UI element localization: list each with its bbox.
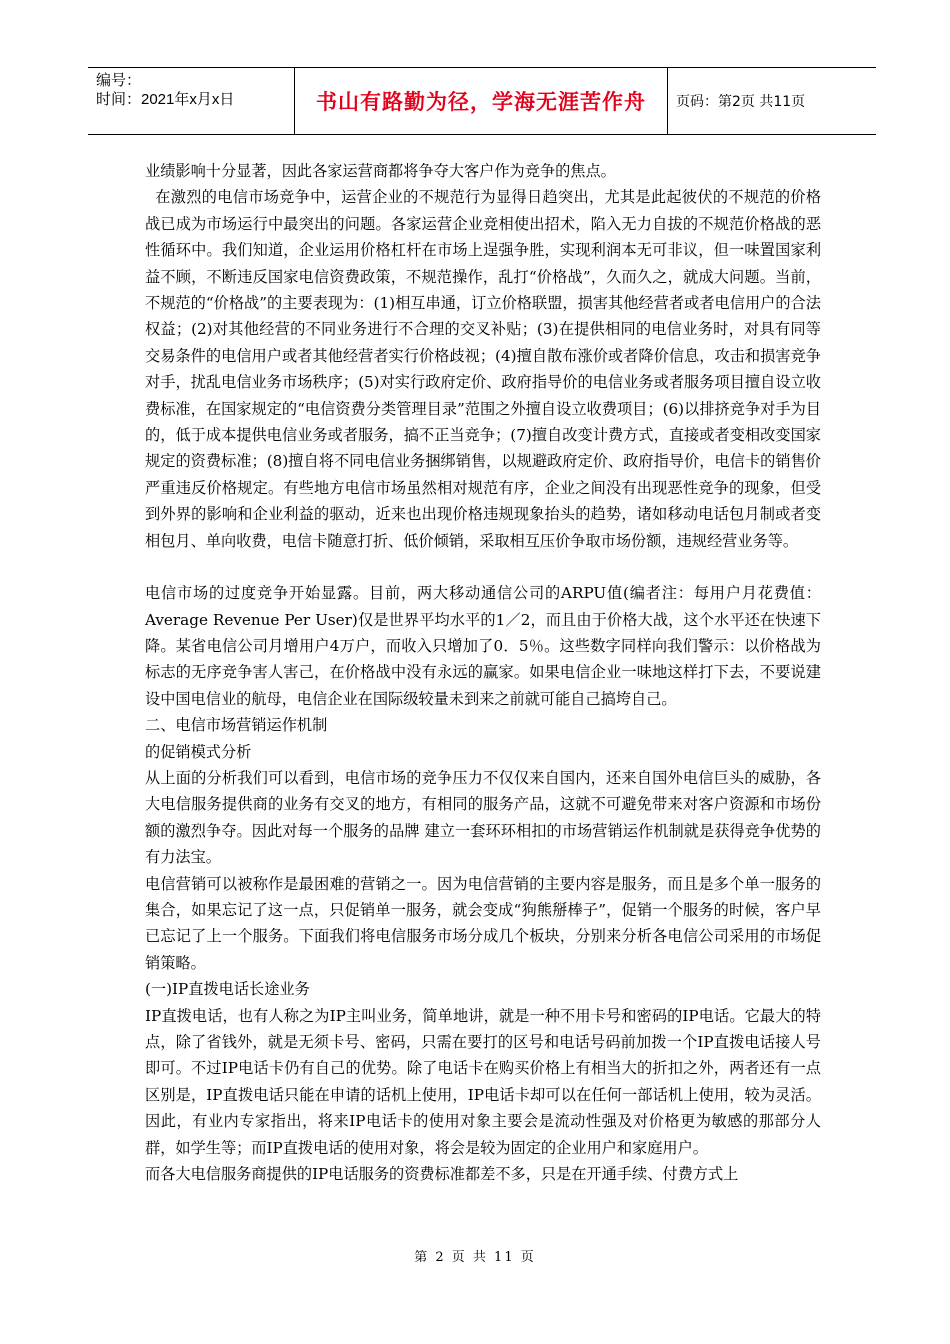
document-date-label: 时间：2021年x月x日 (96, 91, 235, 108)
subsection-heading: 的促销模式分析 (145, 742, 252, 761)
header-motto: 书山有路勤为径，学海无涯苦作舟 (316, 90, 646, 114)
paragraph: 电信营销可以被称作是最困难的营销之一。因为电信营销的主要内容是服务，而且是多个单一服务的集合，如果忘记了这一点，只促销单一服务，就会变成“狗熊掰棒子”，促销一个服务的时候，客户早已忘记了上一个服务。下面我们将电信服务市场分成几个板块，分别来分析各电信公司采用的市场促销策略。 (145, 874, 821, 972)
subsection-heading: (一)IP直拨电话长途业务 (145, 980, 310, 999)
header-meta (88, 68, 295, 135)
paragraph: 在激烈的电信市场竞争中，运营企业的不规范行为显得日趋突出，尤其是此起彼伏的不规范的价格战已成为市场运行中最突出的问题。各家运营企业竞相使出招术，陷入无力自拔的不规范价格战的恶性循环中。我们知道，企业运用价格杠杆在市场上逞强争胜，实现利润本无可非议，但一味置国家利益不顾，不断违反国家电信资费政策，不规范操作，乱打“价格战”，久而久之，就成大问题。当前，不规范的“价格战”的主要表现为：(1)相互串通，订立价格联盟，损害其他经营者或者电信用户的合法权益；(2)对其他经营的不同业务进行不合理的交叉补贴；(3)在提供相同的电信业务时，对具有同等交易条件的电信用户或者其他经营者实行价格歧视；(4)擅自散布涨价或者降价信息，攻击和损害竞争对手，扰乱电信业务市场秩序；(5)对实行政府定价、政府指导价的电信业务或者服务项目擅自设立收费标准，在国家规定的“电信资费分类管理目录”范围之外擅自设立收费项目；(6)以排挤竞争对手为目的，低于成本提供电信业务或者服务，搞不正当竞争；(7)擅自改变计费方式，直接或者变相改变国家规定的资费标准；(8)擅自将不同电信业务捆绑销售，以规避政府定价、政府指导价，电信卡的销售价严重违反价格规定。有些地方电信市场虽然相对规范有序，企业之间没有出现恶性竞争的现象，但受到外界的影响和企业利益的驱动，近来也出现价格违规现象抬头的趋势，诸如移动电话包月制或者变相包月、单向收费，电信卡随意打折、低价倾销，采取相互压价争取市场份额，违规经营业务等。 (145, 188, 822, 550)
page-header (88, 67, 876, 135)
paragraph: 而各大电信服务商提供的IP电话服务的资费标准都差不多，只是在开通手续、付费方式上 (145, 1165, 739, 1184)
paragraph: 从上面的分析我们可以看到，电信市场的竞争压力不仅仅来自国内，还来自国外电信巨头的威胁，各大电信服务提供商的业务有交叉的地方，有相同的服务产品，这就不可避免带来对客户资源和市场份额的激烈争夺。因此对每一个服务的品牌 建立一套环环相扣的市场营销运作机制就是获得竞争优势的有力法宝。 (145, 768, 821, 867)
header-page-number: 页码：第2页 共11页 (668, 68, 877, 135)
paragraph: IP直拨电话，也有人称之为IP主叫业务，简单地讲，就是一种不用卡号和密码的IP电话。它最大的特点，除了省钱外，就是无须卡号、密码，只需在要打的区号和电话号码前加拨一个IP直拨电话接人号即可。不过IP电话卡仍有自己的优势。除了电话卡在购买价格上有相当大的折扣之外，两者还有一点区别是，IP直拨电话只能在申请的话机上使用，IP电话卡却可以在任何一部话机上使用，较为灵活。因此，有业内专家指出，将来IP电话卡的使用对象主要会是流动性强及对价格更为敏感的那部分人群，如学生等；而IP直拨电话的使用对象，将会是较为固定的企业用户和家庭用户。 (145, 1006, 821, 1157)
document-body (145, 158, 821, 1187)
paragraph: 电信市场的过度竞争开始显露。目前，两大移动通信公司的ARPU值(编者注：每用户月花费值：Average Revenue Per User)仅是世界平均水平的1／2，而且由于价格大战，这个水平还在快速下降。某省电信公司月增用户4万户，而收入只增加了0．5％。这些数字同样向我们警示：以价格战为标志的无序竞争害人害己，在价格战中没有永远的赢家。如果电信企业一味地这样打下去，不要说建设中国电信业的航母，电信企业在国际级较量未到来之前就可能自己搞垮自己。 (145, 584, 821, 708)
page-footer: 第 2 页 共 11 页 (414, 1250, 536, 1265)
header-motto-cell (295, 68, 668, 135)
document-number-label: 编号： (96, 72, 142, 89)
paragraph-gap (145, 554, 821, 580)
section-heading: 二、电信市场营销运作机制 (145, 716, 328, 735)
paragraph: 业绩影响十分显著，因此各家运营商都将争夺大客户作为竞争的焦点。 (145, 162, 616, 180)
